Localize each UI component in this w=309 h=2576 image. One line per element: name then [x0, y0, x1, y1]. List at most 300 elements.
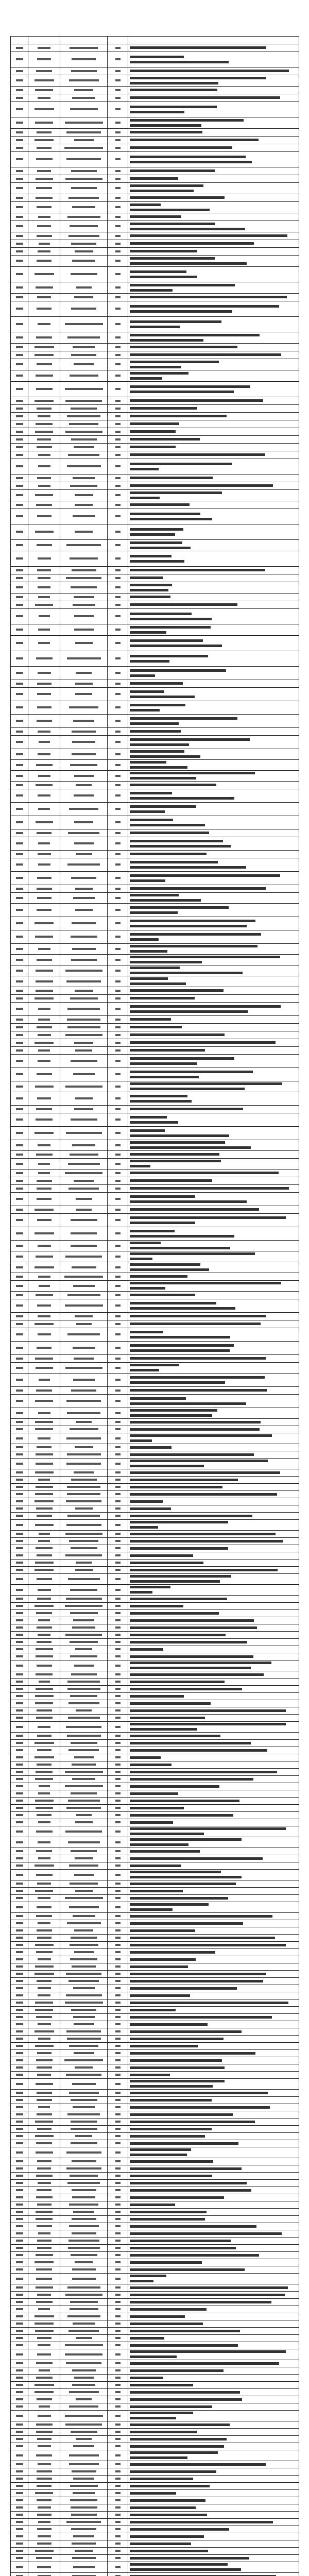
cell-district — [28, 893, 60, 904]
cell-index — [11, 904, 28, 917]
placeholder-text-bar — [16, 1154, 23, 1156]
placeholder-text-bar — [16, 1944, 23, 1946]
cell-grade — [108, 582, 128, 594]
cell-district — [28, 282, 60, 294]
placeholder-text-bar — [36, 1389, 52, 1392]
placeholder-text-bar — [72, 2196, 95, 2198]
cell-notes — [128, 301, 299, 317]
table-row — [11, 2126, 299, 2133]
cell-grade — [108, 67, 128, 75]
cell-grade — [108, 232, 128, 240]
table-row — [11, 2562, 299, 2573]
cell-district — [28, 837, 60, 851]
cell-index — [11, 2238, 28, 2245]
cell-notes — [128, 1913, 299, 1920]
placeholder-text-bar — [16, 197, 23, 199]
cell-index — [11, 1039, 28, 1047]
cell-district — [28, 1870, 60, 1880]
cell-grade — [108, 1819, 128, 1826]
placeholder-text-bar — [36, 980, 53, 982]
cell-grade — [108, 1055, 128, 1068]
placeholder-text-bar — [130, 709, 160, 711]
cell-scenic-name — [60, 1862, 108, 1870]
placeholder-text-bar — [130, 146, 232, 149]
placeholder-text-bar — [130, 589, 168, 591]
placeholder-text-bar — [16, 2038, 23, 2040]
cell-grade — [108, 1513, 128, 1520]
placeholder-text-bar — [115, 1598, 121, 1600]
table-row — [11, 2403, 299, 2411]
placeholder-text-bar — [115, 58, 121, 60]
cell-index — [11, 2403, 28, 2411]
cell-notes — [128, 837, 299, 851]
cell-grade — [108, 609, 128, 624]
placeholder-text-bar — [70, 1428, 98, 1430]
cell-index — [11, 294, 28, 301]
table-row — [11, 1632, 299, 1639]
cell-index — [11, 1342, 28, 1355]
placeholder-text-bar — [69, 2204, 98, 2206]
placeholder-text-bar — [130, 2550, 208, 2552]
placeholder-text-bar — [71, 1060, 97, 1062]
placeholder-text-bar — [16, 1412, 23, 1414]
cell-district — [28, 317, 60, 332]
cell-scenic-name — [60, 1978, 108, 1985]
placeholder-text-bar — [35, 1965, 54, 1968]
cell-grade — [108, 2443, 128, 2450]
cell-scenic-name — [60, 1355, 108, 1363]
placeholder-text-bar — [74, 615, 94, 617]
cell-district — [28, 2306, 60, 2313]
placeholder-text-bar — [72, 2083, 96, 2085]
cell-district — [28, 2328, 60, 2335]
table-row — [11, 1459, 299, 1469]
cell-scenic-name — [60, 2313, 108, 2320]
cell-scenic-name — [60, 1610, 108, 1617]
table-row — [11, 2111, 299, 2119]
table-row — [11, 194, 299, 202]
placeholder-text-bar — [16, 2254, 23, 2256]
cell-notes — [128, 1624, 299, 1632]
placeholder-text-bar — [35, 1500, 54, 1502]
placeholder-text-bar — [130, 2211, 207, 2213]
cell-district — [28, 1722, 60, 1733]
cell-scenic-name — [60, 2252, 108, 2259]
cell-index — [11, 2284, 28, 2292]
cell-district — [28, 1707, 60, 1715]
table-row — [11, 1395, 299, 1408]
table-row — [11, 567, 299, 574]
placeholder-text-bar — [16, 2344, 23, 2346]
cell-notes — [128, 1538, 299, 1545]
cell-index — [11, 987, 28, 995]
placeholder-text-bar — [16, 1144, 23, 1146]
placeholder-text-bar — [16, 2160, 23, 2162]
cell-district — [28, 2555, 60, 2562]
cell-district — [28, 1055, 60, 1068]
placeholder-text-bar — [115, 586, 121, 588]
cell-notes — [128, 2021, 299, 2028]
placeholder-text-bar — [16, 1073, 23, 1075]
cell-scenic-name — [60, 44, 108, 52]
table-row — [11, 2396, 299, 2403]
placeholder-text-bar — [130, 1100, 192, 1103]
placeholder-text-bar — [16, 2211, 23, 2213]
placeholder-text-bar — [115, 842, 121, 844]
placeholder-text-bar — [115, 2045, 121, 2047]
placeholder-text-bar — [115, 2167, 121, 2170]
cell-notes — [128, 582, 299, 594]
cell-notes — [128, 1170, 299, 1177]
cell-notes — [128, 221, 299, 232]
cell-grade — [108, 1935, 128, 1942]
cell-grade — [108, 2126, 128, 2133]
cell-district — [28, 1262, 60, 1273]
placeholder-text-bar — [37, 1304, 51, 1307]
cell-scenic-name — [60, 1342, 108, 1355]
cell-notes — [128, 1193, 299, 1206]
cell-index — [11, 771, 28, 782]
placeholder-text-bar — [38, 97, 50, 99]
placeholder-text-bar — [37, 477, 51, 479]
placeholder-text-bar — [73, 346, 95, 348]
table-row — [11, 301, 299, 317]
cell-notes — [128, 1837, 299, 1848]
placeholder-text-bar — [115, 1735, 121, 1737]
cell-scenic-name — [60, 574, 108, 582]
placeholder-text-bar — [115, 1850, 121, 1852]
cell-notes — [128, 232, 299, 240]
placeholder-text-bar — [16, 363, 23, 365]
cell-index — [11, 2519, 28, 2526]
placeholder-text-bar — [130, 385, 250, 388]
cell-notes — [128, 1328, 299, 1342]
placeholder-text-bar — [16, 70, 23, 72]
placeholder-text-bar — [130, 177, 178, 180]
placeholder-text-bar — [71, 408, 97, 410]
placeholder-text-bar — [130, 1994, 190, 1997]
placeholder-text-bar — [115, 1702, 121, 1704]
placeholder-text-bar — [115, 485, 121, 487]
placeholder-text-bar — [115, 1922, 121, 1924]
placeholder-text-bar — [39, 2405, 50, 2408]
cell-notes — [128, 2064, 299, 2072]
placeholder-text-bar — [16, 1655, 23, 1657]
placeholder-text-bar — [37, 2294, 51, 2296]
cell-grade — [108, 2090, 128, 2097]
cell-scenic-name — [60, 1387, 108, 1395]
placeholder-text-bar — [37, 2566, 51, 2568]
placeholder-text-bar — [115, 2196, 121, 2198]
placeholder-text-bar — [130, 1041, 276, 1044]
placeholder-text-bar — [130, 1033, 225, 1036]
table-row — [11, 509, 299, 524]
placeholder-text-bar — [115, 1132, 121, 1134]
cell-district — [28, 1715, 60, 1722]
placeholder-text-bar — [115, 2240, 121, 2242]
cell-notes — [128, 370, 299, 382]
placeholder-text-bar — [36, 158, 53, 160]
placeholder-text-bar — [73, 897, 95, 899]
placeholder-text-bar — [16, 465, 23, 467]
placeholder-text-bar — [130, 1951, 215, 1954]
placeholder-text-bar — [130, 2294, 285, 2296]
placeholder-text-bar — [38, 753, 50, 755]
placeholder-text-bar — [130, 1605, 183, 1607]
placeholder-text-bar — [115, 753, 121, 755]
placeholder-text-bar — [65, 1256, 102, 1258]
cell-district — [28, 2367, 60, 2375]
placeholder-text-bar — [115, 1144, 121, 1146]
cell-scenic-name — [60, 551, 108, 567]
placeholder-text-bar — [130, 56, 184, 58]
placeholder-text-bar — [130, 2280, 153, 2282]
cell-grade — [108, 382, 128, 397]
placeholder-text-bar — [130, 1521, 228, 1523]
placeholder-text-bar — [16, 1800, 23, 1802]
cell-scenic-name — [60, 1484, 108, 1491]
cell-scenic-name — [60, 1747, 108, 1754]
placeholder-text-bar — [115, 2353, 121, 2355]
placeholder-text-bar — [74, 842, 94, 844]
cell-grade — [108, 771, 128, 782]
placeholder-text-bar — [16, 980, 23, 982]
cell-index — [11, 2057, 28, 2064]
placeholder-text-bar — [130, 1172, 279, 1174]
cell-district — [28, 1999, 60, 2007]
table-row — [11, 420, 299, 428]
cell-grade — [108, 965, 128, 976]
placeholder-text-bar — [115, 629, 121, 631]
placeholder-text-bar — [130, 577, 163, 579]
cell-grade — [108, 359, 128, 370]
cell-index — [11, 1068, 28, 1081]
cell-district — [28, 1292, 60, 1299]
cell-district — [28, 749, 60, 760]
cell-grade — [108, 1700, 128, 1707]
cell-index — [11, 2411, 28, 2421]
cell-scenic-name — [60, 1241, 108, 1251]
cell-scenic-name — [60, 1251, 108, 1262]
cell-grade — [108, 1632, 128, 1639]
placeholder-text-bar — [75, 2550, 93, 2552]
cell-grade — [108, 1342, 128, 1355]
placeholder-text-bar — [72, 1965, 96, 1968]
cell-district — [28, 2104, 60, 2111]
table-row — [11, 2180, 299, 2187]
cell-index — [11, 2043, 28, 2050]
table-row — [11, 1761, 299, 1769]
placeholder-text-bar — [67, 1688, 100, 1690]
placeholder-text-bar — [115, 79, 121, 81]
placeholder-text-bar — [71, 308, 96, 310]
placeholder-text-bar — [16, 997, 23, 999]
placeholder-text-bar — [16, 821, 23, 823]
placeholder-text-bar — [37, 2528, 52, 2530]
placeholder-text-bar — [16, 596, 23, 598]
cell-scenic-name — [60, 2367, 108, 2375]
cell-grade — [108, 256, 128, 267]
placeholder-text-bar — [39, 1285, 50, 1287]
cell-notes — [128, 636, 299, 651]
cell-scenic-name — [60, 2090, 108, 2097]
cell-district — [28, 1552, 60, 1560]
placeholder-text-bar — [75, 909, 93, 911]
placeholder-text-bar — [36, 1547, 53, 1549]
cell-scenic-name — [60, 1214, 108, 1227]
cell-grade — [108, 240, 128, 248]
placeholder-text-bar — [115, 1865, 121, 1867]
cell-district — [28, 2201, 60, 2209]
cell-district — [28, 213, 60, 221]
cell-index — [11, 624, 28, 636]
cell-scenic-name — [60, 1031, 108, 1039]
placeholder-text-bar — [130, 1547, 228, 1550]
cell-district — [28, 1610, 60, 1617]
cell-district — [28, 2461, 60, 2468]
placeholder-text-bar — [130, 894, 179, 896]
cell-grade — [108, 117, 128, 129]
placeholder-text-bar — [115, 273, 121, 275]
placeholder-text-bar — [16, 2240, 23, 2242]
placeholder-text-bar — [130, 1402, 246, 1405]
cell-scenic-name — [60, 1426, 108, 1433]
placeholder-text-bar — [16, 1965, 23, 1968]
cell-notes — [128, 1419, 299, 1426]
placeholder-text-bar — [130, 810, 165, 813]
cell-district — [28, 256, 60, 267]
cell-scenic-name — [60, 370, 108, 382]
cell-index — [11, 976, 28, 987]
placeholder-text-bar — [115, 2059, 121, 2061]
cell-grade — [108, 1444, 128, 1451]
cell-grade — [108, 1679, 128, 1686]
placeholder-text-bar — [16, 731, 23, 733]
placeholder-text-bar — [115, 158, 121, 160]
cell-district — [28, 701, 60, 715]
cell-notes — [128, 1262, 299, 1273]
placeholder-text-bar — [130, 289, 173, 292]
placeholder-text-bar — [115, 569, 121, 571]
placeholder-text-bar — [115, 2550, 121, 2552]
cell-grade — [108, 2320, 128, 2328]
placeholder-text-bar — [115, 1400, 121, 1402]
placeholder-text-bar — [115, 1219, 121, 1221]
placeholder-text-bar — [130, 305, 279, 308]
placeholder-text-bar — [130, 1439, 152, 1442]
cell-grade — [108, 728, 128, 736]
cell-scenic-name — [60, 1927, 108, 1935]
placeholder-text-bar — [16, 1266, 23, 1268]
cell-grade — [108, 2057, 128, 2064]
placeholder-text-bar — [115, 388, 121, 390]
placeholder-text-bar — [16, 741, 23, 743]
placeholder-text-bar — [130, 276, 197, 278]
placeholder-text-bar — [130, 2315, 185, 2318]
placeholder-text-bar — [130, 1634, 226, 1636]
placeholder-text-bar — [67, 1412, 100, 1414]
placeholder-text-bar — [115, 794, 121, 796]
placeholder-text-bar — [65, 2002, 103, 2004]
cell-notes — [128, 594, 299, 601]
cell-scenic-name — [60, 987, 108, 995]
placeholder-text-bar — [130, 1865, 181, 1867]
placeholder-text-bar — [130, 2154, 187, 2156]
table-row — [11, 1769, 299, 1776]
cell-notes — [128, 1632, 299, 1639]
table-row — [11, 87, 299, 94]
placeholder-text-bar — [16, 1463, 23, 1465]
placeholder-text-bar — [16, 454, 23, 456]
table-row — [11, 1513, 299, 1520]
cell-scenic-name — [60, 1538, 108, 1545]
placeholder-text-bar — [71, 1219, 97, 1221]
placeholder-text-bar — [36, 2083, 53, 2085]
cell-index — [11, 749, 28, 760]
cell-index — [11, 1624, 28, 1632]
cell-scenic-name — [60, 567, 108, 574]
cell-grade — [108, 1567, 128, 1574]
placeholder-text-bar — [36, 197, 53, 199]
cell-scenic-name — [60, 67, 108, 75]
cell-index — [11, 2468, 28, 2476]
placeholder-text-bar — [75, 683, 93, 685]
table-row — [11, 2245, 299, 2252]
cell-district — [28, 2043, 60, 2050]
cell-notes — [128, 551, 299, 567]
placeholder-text-bar — [71, 2009, 96, 2011]
cell-grade — [108, 1151, 128, 1159]
placeholder-text-bar — [16, 1883, 23, 1885]
placeholder-text-bar — [74, 1665, 94, 1667]
table-row — [11, 2266, 299, 2274]
placeholder-text-bar — [67, 1681, 100, 1683]
placeholder-text-bar — [130, 2478, 193, 2480]
placeholder-text-bar — [75, 990, 93, 992]
cell-notes — [128, 282, 299, 294]
cell-grade — [108, 102, 128, 117]
placeholder-text-bar — [39, 2369, 50, 2371]
placeholder-text-bar — [115, 423, 121, 425]
placeholder-text-bar — [38, 2038, 50, 2040]
placeholder-text-bar — [16, 408, 23, 410]
placeholder-text-bar — [115, 2398, 121, 2400]
placeholder-text-bar — [71, 2121, 97, 2123]
cell-index — [11, 1927, 28, 1935]
placeholder-text-bar — [130, 1179, 212, 1182]
cell-notes — [128, 1603, 299, 1610]
cell-index — [11, 152, 28, 167]
placeholder-text-bar — [130, 320, 221, 323]
table-row — [11, 609, 299, 624]
placeholder-text-bar — [36, 2175, 53, 2177]
cell-district — [28, 2284, 60, 2292]
placeholder-text-bar — [16, 1500, 23, 1502]
cell-grade — [108, 482, 128, 490]
cell-district — [28, 2483, 60, 2490]
placeholder-text-bar — [64, 2059, 103, 2061]
cell-scenic-name — [60, 1016, 108, 1024]
placeholder-text-bar — [115, 2052, 121, 2054]
placeholder-text-bar — [130, 1088, 245, 1090]
cell-notes — [128, 930, 299, 944]
placeholder-text-bar — [130, 1349, 230, 1352]
table-row — [11, 574, 299, 582]
cell-grade — [108, 1902, 128, 1913]
cell-notes — [128, 1902, 299, 1913]
placeholder-text-bar — [38, 1245, 51, 1247]
table-row — [11, 1870, 299, 1880]
